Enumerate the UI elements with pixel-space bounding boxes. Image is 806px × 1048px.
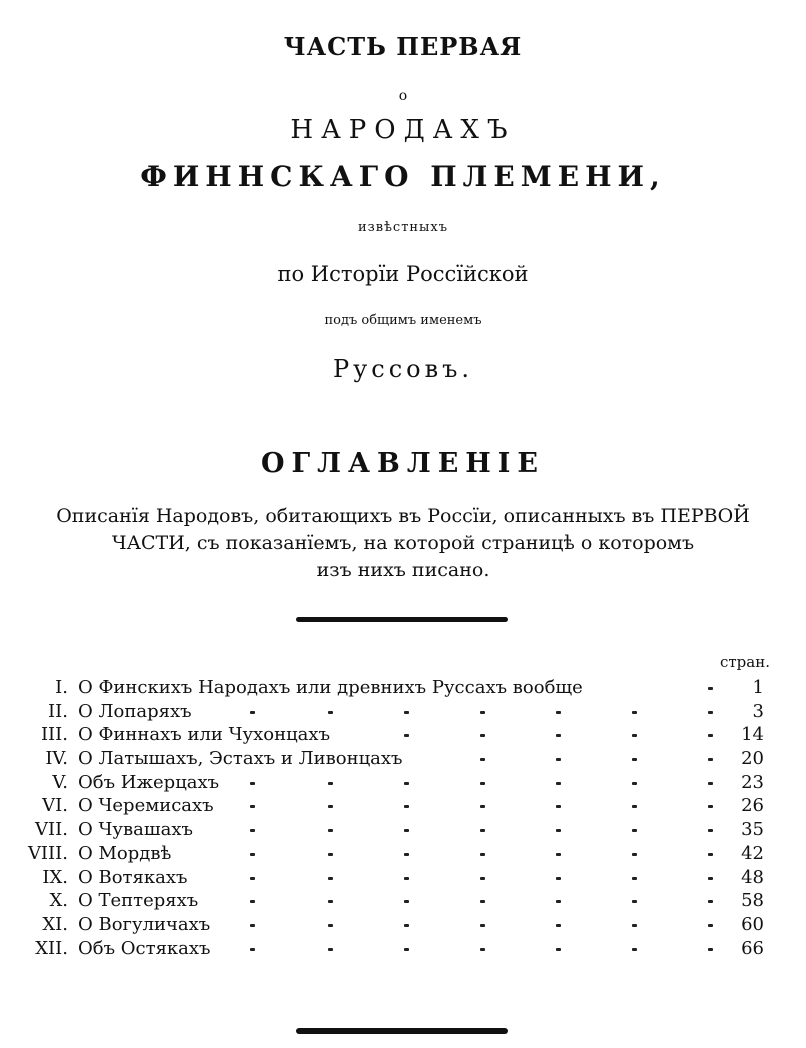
leader-dot bbox=[404, 711, 409, 714]
toc-entry-page: 48 bbox=[741, 866, 764, 888]
leader-dot bbox=[404, 805, 409, 808]
toc-entry-page: 23 bbox=[741, 771, 764, 793]
toc-row bbox=[0, 818, 806, 842]
toc-entry-number: X. bbox=[49, 890, 68, 912]
leader-dash bbox=[708, 687, 713, 690]
subtitle-line-1: Описанїя Народовъ, обитающихъ въ Россїи, описанныхъ въ ПЕРВОЙ bbox=[56, 505, 750, 527]
leader-dash bbox=[708, 805, 713, 808]
toc-row bbox=[0, 771, 806, 795]
leader-dash bbox=[708, 782, 713, 785]
leader-dot bbox=[404, 829, 409, 832]
leader-dot bbox=[556, 924, 561, 927]
divider-rule-bottom bbox=[296, 1028, 508, 1034]
leader-dot bbox=[556, 805, 561, 808]
toc-entry-title: О Латышахъ, Эстахъ и Ливонцахъ bbox=[78, 748, 403, 770]
leader-dot bbox=[480, 948, 485, 951]
leader-dot bbox=[328, 877, 333, 880]
part-title: ЧАСТЬ ПЕРВАЯ bbox=[283, 32, 523, 61]
toc-entry-title: О Тептеряхъ bbox=[78, 890, 199, 912]
common-name-line: подъ общимъ именемъ bbox=[324, 313, 482, 328]
toc-row bbox=[0, 747, 806, 771]
leader-dot bbox=[480, 877, 485, 880]
leader-dot bbox=[632, 924, 637, 927]
divider-rule-top bbox=[296, 617, 508, 622]
toc-row bbox=[0, 794, 806, 818]
leader-dash bbox=[708, 877, 713, 880]
leader-dot bbox=[328, 900, 333, 903]
toc-entry-page: 66 bbox=[741, 937, 764, 959]
leader-dot bbox=[480, 829, 485, 832]
toc-row bbox=[0, 723, 806, 747]
leader-dot bbox=[632, 948, 637, 951]
leader-dash bbox=[708, 900, 713, 903]
leader-dot bbox=[632, 853, 637, 856]
leader-dot bbox=[328, 782, 333, 785]
about-word: о bbox=[398, 88, 408, 104]
subtitle-line-3: изъ нихъ писано. bbox=[316, 559, 490, 581]
toc-entry-title: Объ Остякахъ bbox=[78, 937, 211, 959]
leader-dot bbox=[632, 711, 637, 714]
toc-entry-number: VII. bbox=[35, 819, 68, 841]
toc-entry-number: II. bbox=[48, 700, 68, 722]
toc-entry-title: О Черемисахъ bbox=[78, 795, 214, 817]
toc-entry-number: III. bbox=[40, 724, 68, 746]
leader-dot bbox=[480, 758, 485, 761]
russes-line: Руссовъ. bbox=[332, 355, 473, 383]
leader-dot bbox=[250, 711, 255, 714]
leader-dot bbox=[556, 948, 561, 951]
toc-row bbox=[0, 866, 806, 890]
leader-dot bbox=[404, 924, 409, 927]
toc-row bbox=[0, 700, 806, 724]
leader-dot bbox=[480, 734, 485, 737]
leader-dot bbox=[328, 948, 333, 951]
leader-dot bbox=[328, 924, 333, 927]
leader-dash bbox=[708, 711, 713, 714]
toc-entry-number: IV. bbox=[45, 748, 68, 770]
subtitle-line-2: ЧАСТИ, съ показанїемъ, на которой страницѣ о которомъ bbox=[111, 532, 695, 554]
toc-entry-page: 42 bbox=[741, 842, 764, 864]
leader-dot bbox=[632, 758, 637, 761]
toc-entry-page: 20 bbox=[741, 748, 764, 770]
leader-dot bbox=[556, 734, 561, 737]
toc-entry-page: 26 bbox=[741, 795, 764, 817]
toc-entry-title: О Вогуличахъ bbox=[78, 913, 211, 935]
leader-dot bbox=[480, 924, 485, 927]
leader-dot bbox=[250, 805, 255, 808]
toc-entry-number: V. bbox=[52, 771, 68, 793]
toc-entry-title: О Финскихъ Народахъ или древнихъ Руссахъ вообще bbox=[78, 677, 583, 698]
leader-dot bbox=[480, 853, 485, 856]
leader-dot bbox=[328, 853, 333, 856]
toc-entry-page: 35 bbox=[741, 819, 764, 841]
leader-dot bbox=[556, 758, 561, 761]
page-column-label: стран. bbox=[719, 653, 770, 671]
toc-entry-number: I. bbox=[55, 677, 68, 698]
leader-dash bbox=[708, 924, 713, 927]
toc-entry-title: О Финнахъ или Чухонцахъ bbox=[78, 724, 331, 746]
leader-dash bbox=[708, 734, 713, 737]
toc-row bbox=[0, 676, 806, 700]
leader-dot bbox=[632, 805, 637, 808]
toc-entry-page: 58 bbox=[741, 890, 764, 912]
leader-dash bbox=[708, 829, 713, 832]
toc-entry-number: VI. bbox=[42, 795, 68, 817]
toc-row bbox=[0, 842, 806, 866]
leader-dot bbox=[250, 924, 255, 927]
leader-dot bbox=[250, 782, 255, 785]
leader-dot bbox=[480, 782, 485, 785]
toc-entry-page: 3 bbox=[752, 700, 764, 722]
leader-dot bbox=[404, 900, 409, 903]
toc-entry-title: Объ Ижерцахъ bbox=[78, 771, 220, 793]
leader-dot bbox=[250, 829, 255, 832]
known-word: извѣстныхъ bbox=[358, 220, 448, 235]
leader-dash bbox=[708, 948, 713, 951]
toc-entry-number: XI. bbox=[42, 913, 68, 935]
leader-dot bbox=[632, 900, 637, 903]
leader-dot bbox=[250, 900, 255, 903]
toc-entry-number: VIII. bbox=[27, 842, 68, 864]
leader-dot bbox=[404, 877, 409, 880]
leader-dash bbox=[708, 853, 713, 856]
leader-dot bbox=[404, 853, 409, 856]
toc-entry-title: О Чувашахъ bbox=[78, 819, 193, 841]
leader-dot bbox=[632, 829, 637, 832]
toc-entry-title: О Вотякахъ bbox=[78, 866, 188, 888]
toc-row bbox=[0, 913, 806, 937]
leader-dot bbox=[404, 948, 409, 951]
leader-dot bbox=[556, 711, 561, 714]
toc-entry-number: IX. bbox=[42, 866, 68, 888]
leader-dot bbox=[250, 877, 255, 880]
history-line: по Исторїи Россїйской bbox=[277, 262, 529, 286]
leader-dot bbox=[250, 948, 255, 951]
toc-row bbox=[0, 889, 806, 913]
leader-dot bbox=[556, 782, 561, 785]
leader-dot bbox=[480, 805, 485, 808]
toc-entry-title: О Лопаряхъ bbox=[78, 700, 192, 722]
leader-dot bbox=[404, 734, 409, 737]
leader-dot bbox=[328, 829, 333, 832]
leader-dot bbox=[632, 782, 637, 785]
leader-dot bbox=[556, 877, 561, 880]
leader-dash bbox=[708, 758, 713, 761]
leader-dot bbox=[480, 711, 485, 714]
leader-dot bbox=[632, 877, 637, 880]
leader-dot bbox=[632, 734, 637, 737]
finnic-tribe-heading: ФИННСКАГО ПЛЕМЕНИ, bbox=[140, 160, 666, 193]
toc-entry-title: О Мордвѣ bbox=[78, 842, 172, 864]
toc-entry-page: 60 bbox=[741, 913, 764, 935]
toc-row bbox=[0, 937, 806, 961]
toc-entry-page: 14 bbox=[741, 724, 764, 746]
leader-dot bbox=[556, 900, 561, 903]
toc-entry-page: 1 bbox=[752, 677, 764, 698]
leader-dot bbox=[480, 900, 485, 903]
leader-dot bbox=[328, 805, 333, 808]
peoples-heading: НАРОДАХЪ bbox=[290, 115, 516, 145]
leader-dot bbox=[556, 853, 561, 856]
leader-dot bbox=[556, 829, 561, 832]
contents-title: ОГЛАВЛЕНІЕ bbox=[260, 448, 546, 479]
contents-subtitle bbox=[0, 503, 806, 584]
leader-dot bbox=[250, 853, 255, 856]
toc-entry-number: XII. bbox=[35, 937, 68, 959]
leader-dot bbox=[404, 782, 409, 785]
leader-dot bbox=[328, 711, 333, 714]
table-of-contents bbox=[0, 676, 806, 960]
